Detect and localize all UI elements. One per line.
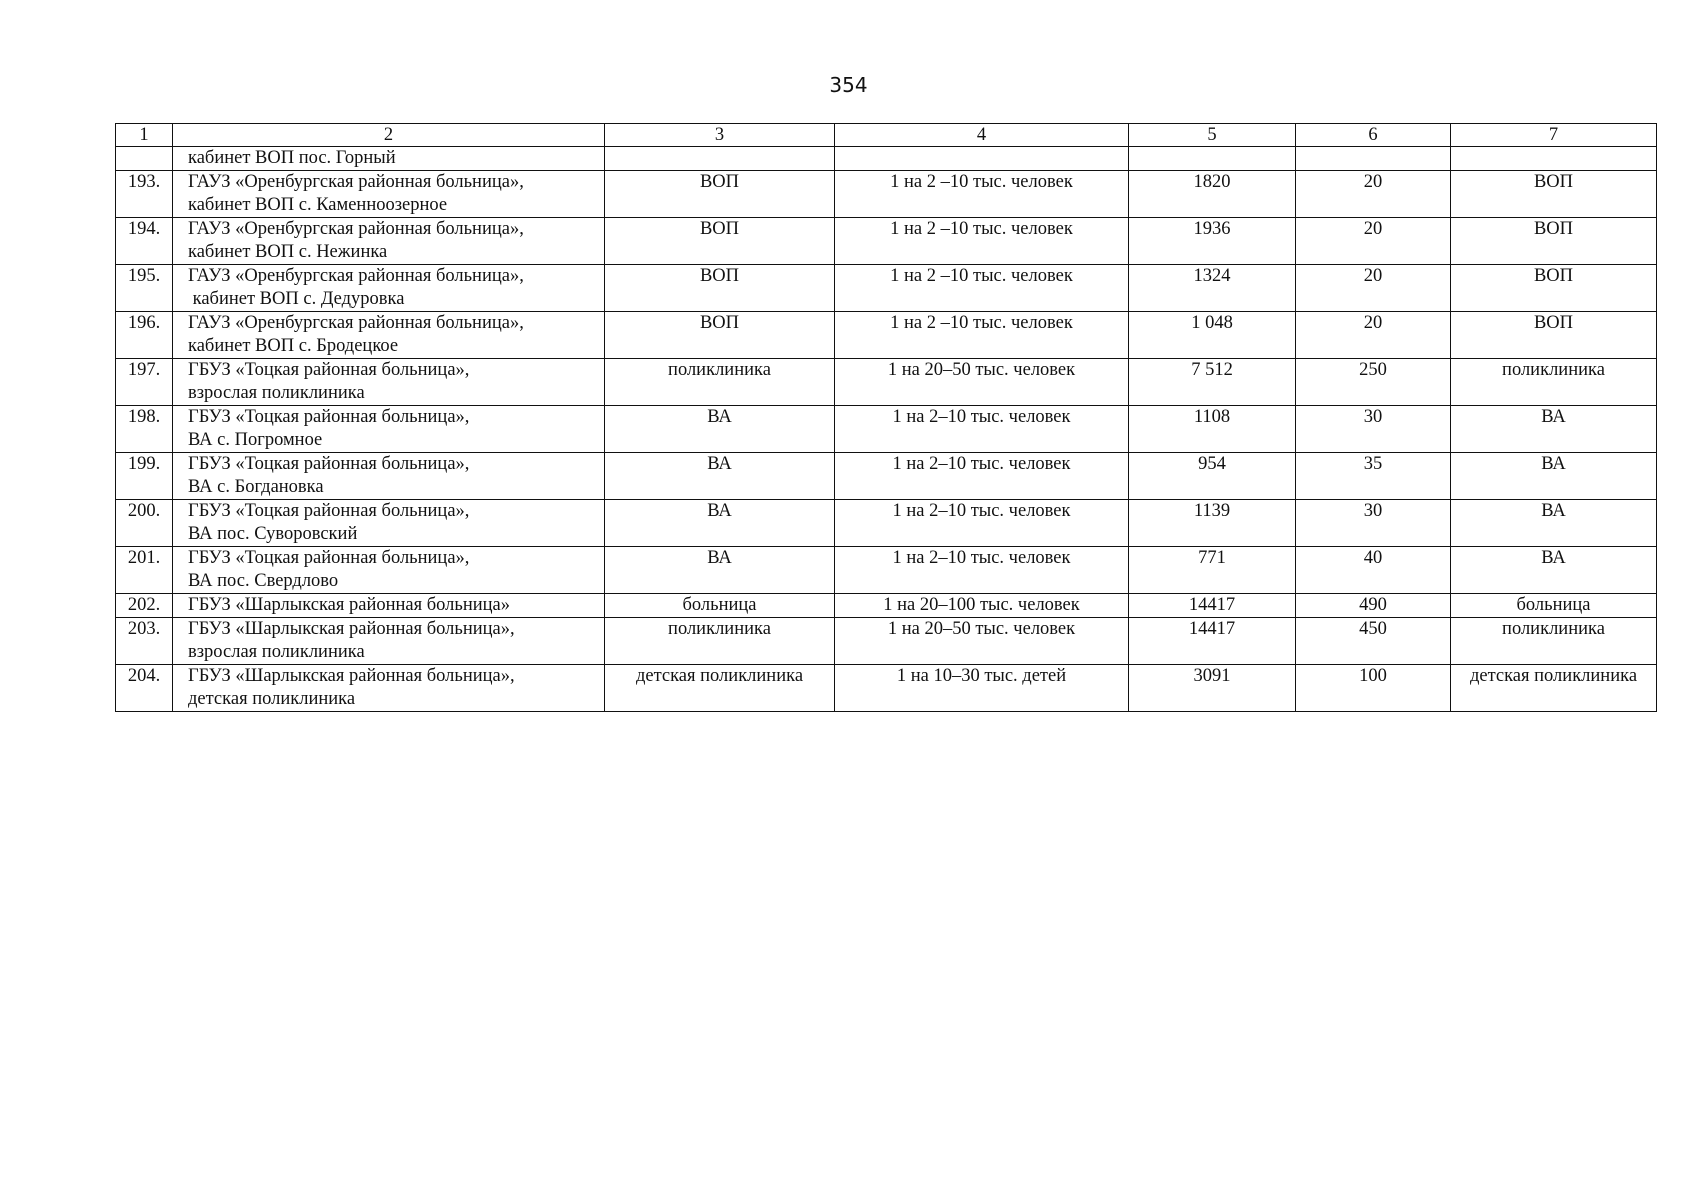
facility-type: ВОП bbox=[605, 218, 835, 265]
facility-type: ВА bbox=[605, 406, 835, 453]
population-value: 1139 bbox=[1129, 500, 1296, 547]
population-value: 1936 bbox=[1129, 218, 1296, 265]
facility-name-line-1: ГБУЗ «Тоцкая районная больница», bbox=[188, 454, 470, 474]
facility-name bbox=[173, 312, 605, 359]
facility-name-line-2: взрослая поликлиника bbox=[188, 383, 365, 403]
planned-type: ВА bbox=[1451, 500, 1657, 547]
capacity-value: 250 bbox=[1296, 359, 1451, 406]
population-value: 3091 bbox=[1129, 665, 1296, 712]
planned-type: ВА bbox=[1451, 547, 1657, 594]
capacity-value: 35 bbox=[1296, 453, 1451, 500]
column-header-4: 4 bbox=[835, 124, 1129, 147]
population-value: 954 bbox=[1129, 453, 1296, 500]
facility-type: ВОП bbox=[605, 265, 835, 312]
facility-type: ВА bbox=[605, 547, 835, 594]
facility-name-line-2: детская поликлиника bbox=[188, 689, 356, 709]
facility-name bbox=[173, 406, 605, 453]
row-number: 202. bbox=[116, 594, 173, 618]
population-value: 1820 bbox=[1129, 171, 1296, 218]
facility-type bbox=[605, 147, 835, 171]
facility-name-line-1: ГАУЗ «Оренбургская районная больница», bbox=[188, 313, 524, 333]
facility-name-line-1: ГБУЗ «Шарлыкская районная больница», bbox=[188, 666, 515, 686]
facility-name-line-1: ГБУЗ «Шарлыкская районная больница» bbox=[188, 595, 511, 615]
facility-type: поликлиника bbox=[605, 618, 835, 665]
row-number: 204. bbox=[116, 665, 173, 712]
facility-name-line-1: кабинет ВОП пос. Горный bbox=[188, 148, 396, 168]
facility-name-line-2: взрослая поликлиника bbox=[188, 642, 365, 662]
table-row bbox=[116, 171, 1657, 218]
capacity-value: 450 bbox=[1296, 618, 1451, 665]
population-value: 1324 bbox=[1129, 265, 1296, 312]
capacity-value: 20 bbox=[1296, 265, 1451, 312]
column-header-6: 6 bbox=[1296, 124, 1451, 147]
facility-type: ВА bbox=[605, 500, 835, 547]
row-number: 196. bbox=[116, 312, 173, 359]
facility-name bbox=[173, 500, 605, 547]
table-row bbox=[116, 594, 1657, 618]
row-number bbox=[116, 147, 173, 171]
service-norm: 1 на 2 –10 тыс. человек bbox=[835, 171, 1129, 218]
planned-type: ВОП bbox=[1451, 265, 1657, 312]
facility-name-line-2: кабинет ВОП с. Дедуровка bbox=[188, 289, 405, 309]
row-number: 197. bbox=[116, 359, 173, 406]
facility-name bbox=[173, 547, 605, 594]
planned-type: поликлиника bbox=[1451, 359, 1657, 406]
facility-name-line-2: ВА с. Богдановка bbox=[188, 477, 324, 497]
capacity-value: 100 bbox=[1296, 665, 1451, 712]
facility-type: детская поликлиника bbox=[605, 665, 835, 712]
facility-name-line-1: ГБУЗ «Тоцкая районная больница», bbox=[188, 407, 470, 427]
service-norm: 1 на 20–50 тыс. человек bbox=[835, 618, 1129, 665]
row-number: 203. bbox=[116, 618, 173, 665]
population-value: 1108 bbox=[1129, 406, 1296, 453]
capacity-value: 490 bbox=[1296, 594, 1451, 618]
facility-name bbox=[173, 594, 605, 618]
column-header-3: 3 bbox=[605, 124, 835, 147]
facility-name bbox=[173, 147, 605, 171]
row-number: 201. bbox=[116, 547, 173, 594]
column-header-2: 2 bbox=[173, 124, 605, 147]
facility-type: ВА bbox=[605, 453, 835, 500]
row-number: 198. bbox=[116, 406, 173, 453]
facility-name-line-2: ВА пос. Суворовский bbox=[188, 524, 358, 544]
table-row bbox=[116, 453, 1657, 500]
planned-type bbox=[1451, 147, 1657, 171]
service-norm: 1 на 2 –10 тыс. человек bbox=[835, 218, 1129, 265]
facility-name-line-1: ГБУЗ «Шарлыкская районная больница», bbox=[188, 619, 515, 639]
table-row bbox=[116, 312, 1657, 359]
table-row bbox=[116, 265, 1657, 312]
facility-name bbox=[173, 218, 605, 265]
table-row bbox=[116, 147, 1657, 171]
facility-name bbox=[173, 359, 605, 406]
capacity-value bbox=[1296, 147, 1451, 171]
capacity-value: 30 bbox=[1296, 406, 1451, 453]
facility-name-line-1: ГБУЗ «Тоцкая районная больница», bbox=[188, 548, 470, 568]
population-value: 14417 bbox=[1129, 618, 1296, 665]
service-norm: 1 на 20–100 тыс. человек bbox=[835, 594, 1129, 618]
planned-type: ВА bbox=[1451, 453, 1657, 500]
row-number: 193. bbox=[116, 171, 173, 218]
service-norm: 1 на 2–10 тыс. человек bbox=[835, 453, 1129, 500]
column-header-7: 7 bbox=[1451, 124, 1657, 147]
page-number: 354 bbox=[829, 73, 868, 97]
capacity-value: 30 bbox=[1296, 500, 1451, 547]
facility-name bbox=[173, 618, 605, 665]
facility-name bbox=[173, 171, 605, 218]
facility-name-line-1: ГБУЗ «Тоцкая районная больница», bbox=[188, 360, 470, 380]
facility-name bbox=[173, 265, 605, 312]
column-header-5: 5 bbox=[1129, 124, 1296, 147]
service-norm bbox=[835, 147, 1129, 171]
population-value: 14417 bbox=[1129, 594, 1296, 618]
table-row bbox=[116, 665, 1657, 712]
capacity-value: 20 bbox=[1296, 171, 1451, 218]
service-norm: 1 на 2–10 тыс. человек bbox=[835, 547, 1129, 594]
facility-name-line-2: кабинет ВОП с. Каменноозерное bbox=[188, 195, 448, 215]
capacity-value: 40 bbox=[1296, 547, 1451, 594]
capacity-value: 20 bbox=[1296, 218, 1451, 265]
table-row bbox=[116, 359, 1657, 406]
planned-type: поликлиника bbox=[1451, 618, 1657, 665]
row-number: 199. bbox=[116, 453, 173, 500]
facility-type: ВОП bbox=[605, 171, 835, 218]
facility-type: поликлиника bbox=[605, 359, 835, 406]
planned-type: ВОП bbox=[1451, 171, 1657, 218]
facility-name bbox=[173, 453, 605, 500]
facility-type: больница bbox=[605, 594, 835, 618]
table-row bbox=[116, 500, 1657, 547]
facility-name bbox=[173, 665, 605, 712]
capacity-value: 20 bbox=[1296, 312, 1451, 359]
facility-name-line-1: ГБУЗ «Тоцкая районная больница», bbox=[188, 501, 470, 521]
row-number: 195. bbox=[116, 265, 173, 312]
planned-type: больница bbox=[1451, 594, 1657, 618]
facility-name-line-2: кабинет ВОП с. Нежинка bbox=[188, 242, 388, 262]
service-norm: 1 на 2 –10 тыс. человек bbox=[835, 265, 1129, 312]
service-norm: 1 на 20–50 тыс. человек bbox=[835, 359, 1129, 406]
table-row bbox=[116, 218, 1657, 265]
facility-name-line-2: ВА с. Погромное bbox=[188, 430, 323, 450]
facility-name-line-2: ВА пос. Свердлово bbox=[188, 571, 339, 591]
table-header-row bbox=[116, 124, 1657, 147]
population-value bbox=[1129, 147, 1296, 171]
population-value: 7 512 bbox=[1129, 359, 1296, 406]
service-norm: 1 на 2–10 тыс. человек bbox=[835, 406, 1129, 453]
population-value: 1 048 bbox=[1129, 312, 1296, 359]
facility-name-line-1: ГАУЗ «Оренбургская районная больница», bbox=[188, 266, 524, 286]
row-number: 194. bbox=[116, 218, 173, 265]
facility-name-line-1: ГАУЗ «Оренбургская районная больница», bbox=[188, 219, 524, 239]
planned-type: детская поликлиника bbox=[1451, 665, 1657, 712]
row-number: 200. bbox=[116, 500, 173, 547]
facility-name-line-1: ГАУЗ «Оренбургская районная больница», bbox=[188, 172, 524, 192]
service-norm: 1 на 2 –10 тыс. человек bbox=[835, 312, 1129, 359]
planned-type: ВОП bbox=[1451, 218, 1657, 265]
planned-type: ВА bbox=[1451, 406, 1657, 453]
planned-type: ВОП bbox=[1451, 312, 1657, 359]
table-row bbox=[116, 406, 1657, 453]
table-row bbox=[116, 547, 1657, 594]
facility-type: ВОП bbox=[605, 312, 835, 359]
table-row bbox=[116, 618, 1657, 665]
population-value: 771 bbox=[1129, 547, 1296, 594]
service-norm: 1 на 10–30 тыс. детей bbox=[835, 665, 1129, 712]
service-norm: 1 на 2–10 тыс. человек bbox=[835, 500, 1129, 547]
column-header-1: 1 bbox=[116, 124, 173, 147]
facilities-table bbox=[115, 123, 1657, 712]
facility-name-line-2: кабинет ВОП с. Бродецкое bbox=[188, 336, 399, 356]
